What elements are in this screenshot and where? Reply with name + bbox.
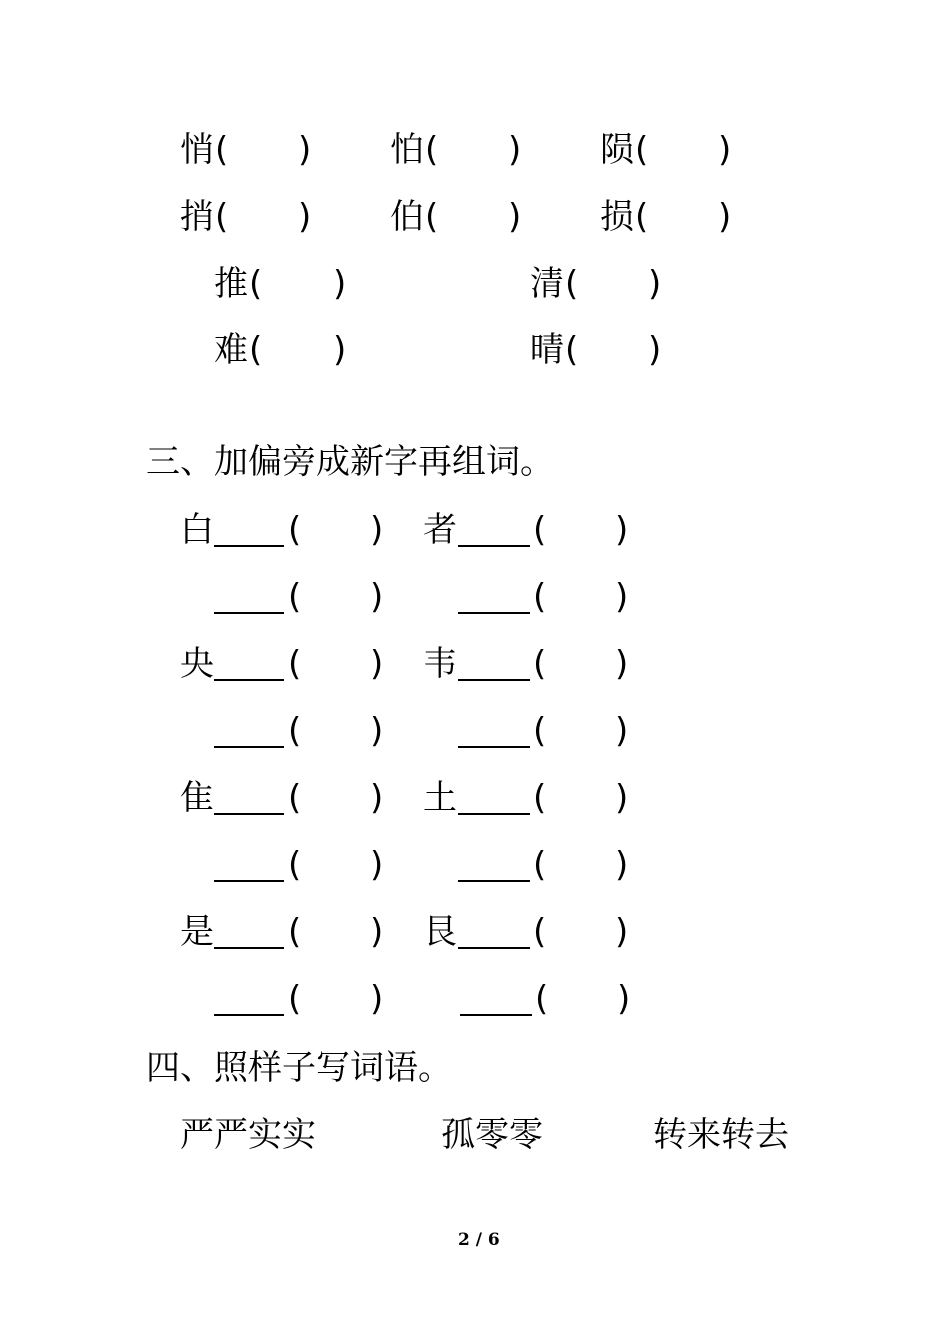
answer-blank[interactable]	[458, 545, 530, 547]
paren-close: )	[333, 330, 347, 370]
answer-blank[interactable]	[458, 813, 530, 815]
paren-open: (	[288, 979, 302, 1019]
answer-blank[interactable]	[458, 746, 530, 748]
paren-close: )	[298, 130, 312, 170]
paren-open: (	[288, 711, 302, 751]
paren-open: (	[533, 577, 547, 617]
char-3-1: 推	[214, 264, 248, 304]
paren-open: (	[249, 264, 263, 304]
char-2-3: 损	[600, 197, 634, 237]
char-4-1: 难	[214, 330, 248, 370]
answer-blank[interactable]	[214, 947, 284, 949]
paren-open: (	[533, 912, 547, 952]
answer-blank[interactable]	[458, 947, 530, 949]
base-char: 白	[180, 510, 214, 550]
paren-open: (	[565, 264, 579, 304]
paren-close: )	[370, 912, 384, 952]
paren-open: (	[635, 130, 649, 170]
base-char: 央	[180, 644, 214, 684]
paren-open: (	[288, 778, 302, 818]
paren-close: )	[508, 130, 522, 170]
paren-open: (	[425, 197, 439, 237]
paren-open: (	[288, 644, 302, 684]
paren-close: )	[333, 264, 347, 304]
paren-open: (	[533, 644, 547, 684]
answer-blank[interactable]	[214, 545, 284, 547]
char-1-3: 陨	[600, 130, 634, 170]
paren-close: )	[615, 510, 629, 550]
base-char: 者	[423, 510, 457, 550]
answer-blank[interactable]	[214, 679, 284, 681]
section-3-title: 三、加偏旁成新字再组词。	[146, 442, 554, 482]
answer-blank[interactable]	[214, 880, 284, 882]
answer-blank[interactable]	[458, 679, 530, 681]
paren-open: (	[533, 845, 547, 885]
paren-close: )	[718, 130, 732, 170]
paren-open: (	[533, 778, 547, 818]
char-1-2: 怕	[390, 130, 424, 170]
example-word: 转来转去	[653, 1115, 789, 1155]
paren-open: (	[288, 577, 302, 617]
paren-close: )	[370, 510, 384, 550]
paren-close: )	[615, 912, 629, 952]
paren-close: )	[298, 197, 312, 237]
paren-open: (	[215, 130, 229, 170]
paren-close: )	[648, 264, 662, 304]
answer-blank[interactable]	[460, 1014, 532, 1016]
paren-close: )	[615, 644, 629, 684]
example-word: 严严实实	[180, 1115, 316, 1155]
answer-blank[interactable]	[458, 612, 530, 614]
paren-close: )	[370, 778, 384, 818]
base-char: 隹	[180, 778, 214, 818]
paren-open: (	[288, 510, 302, 550]
paren-open: (	[565, 330, 579, 370]
answer-blank[interactable]	[458, 880, 530, 882]
base-char: 艮	[423, 912, 457, 952]
example-word: 孤零零	[441, 1115, 543, 1155]
paren-close: )	[370, 644, 384, 684]
paren-close: )	[370, 845, 384, 885]
char-3-2: 清	[530, 264, 564, 304]
paren-open: (	[635, 197, 649, 237]
answer-blank[interactable]	[214, 612, 284, 614]
char-2-2: 伯	[390, 197, 424, 237]
paren-open: (	[215, 197, 229, 237]
paren-open: (	[535, 979, 549, 1019]
answer-blank[interactable]	[214, 746, 284, 748]
paren-close: )	[615, 711, 629, 751]
paren-open: (	[249, 330, 263, 370]
answer-blank[interactable]	[214, 1014, 284, 1016]
paren-open: (	[288, 845, 302, 885]
section-4-title: 四、照样子写词语。	[146, 1048, 452, 1088]
paren-open: (	[533, 711, 547, 751]
char-2-1: 捎	[180, 197, 214, 237]
paren-close: )	[718, 197, 732, 237]
paren-close: )	[617, 979, 631, 1019]
char-4-2: 晴	[530, 330, 564, 370]
paren-close: )	[370, 979, 384, 1019]
paren-close: )	[615, 577, 629, 617]
paren-close: )	[615, 845, 629, 885]
paren-close: )	[508, 197, 522, 237]
answer-blank[interactable]	[214, 813, 284, 815]
paren-close: )	[648, 330, 662, 370]
paren-close: )	[370, 711, 384, 751]
paren-open: (	[425, 130, 439, 170]
paren-close: )	[615, 778, 629, 818]
base-char: 土	[423, 778, 457, 818]
base-char: 韦	[423, 644, 457, 684]
paren-open: (	[288, 912, 302, 952]
paren-close: )	[370, 577, 384, 617]
paren-open: (	[533, 510, 547, 550]
page-number: 2 / 6	[458, 1230, 500, 1250]
char-1-1: 悄	[180, 130, 214, 170]
base-char: 是	[180, 912, 214, 952]
